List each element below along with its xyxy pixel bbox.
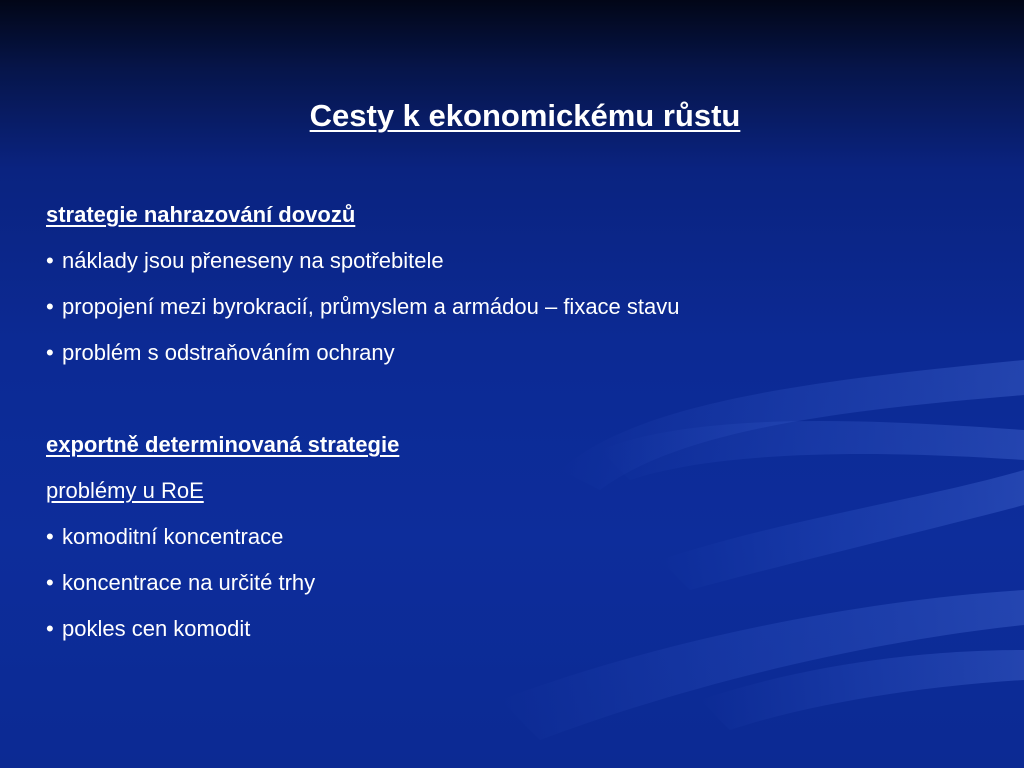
bullet-item	[46, 246, 986, 276]
bullet-text: propojení mezi byrokracií, průmyslem a armádou – fixace stavu	[62, 294, 680, 319]
bullet-icon: •	[46, 340, 54, 365]
slide-title: Cesty k ekonomickému růstu	[309, 98, 741, 133]
bullet-item	[46, 522, 986, 552]
section-subheading: problémy u RoE	[46, 478, 204, 503]
bullet-text: náklady jsou přeneseny na spotřebitele	[62, 248, 444, 273]
bullet-item	[46, 568, 986, 598]
bullet-text: problém s odstraňováním ochrany	[62, 340, 395, 365]
bullet-text: pokles cen komodit	[62, 616, 251, 641]
bullet-text: koncentrace na určité trhy	[62, 570, 316, 595]
bullet-icon: •	[46, 570, 54, 595]
bullet-item	[46, 292, 986, 322]
bullet-item	[46, 338, 986, 368]
bullet-icon: •	[46, 524, 54, 549]
bullet-icon: •	[46, 616, 54, 641]
section-heading-export-strategy: exportně determinovaná strategie	[46, 432, 400, 457]
bullet-icon: •	[46, 248, 54, 273]
bullet-icon: •	[46, 294, 54, 319]
spacer	[46, 384, 986, 414]
section-heading-import-substitution: strategie nahrazování dovozů	[46, 202, 356, 227]
bullet-text: komoditní koncentrace	[62, 524, 284, 549]
slide-content	[46, 200, 986, 660]
bullet-item	[46, 614, 986, 644]
